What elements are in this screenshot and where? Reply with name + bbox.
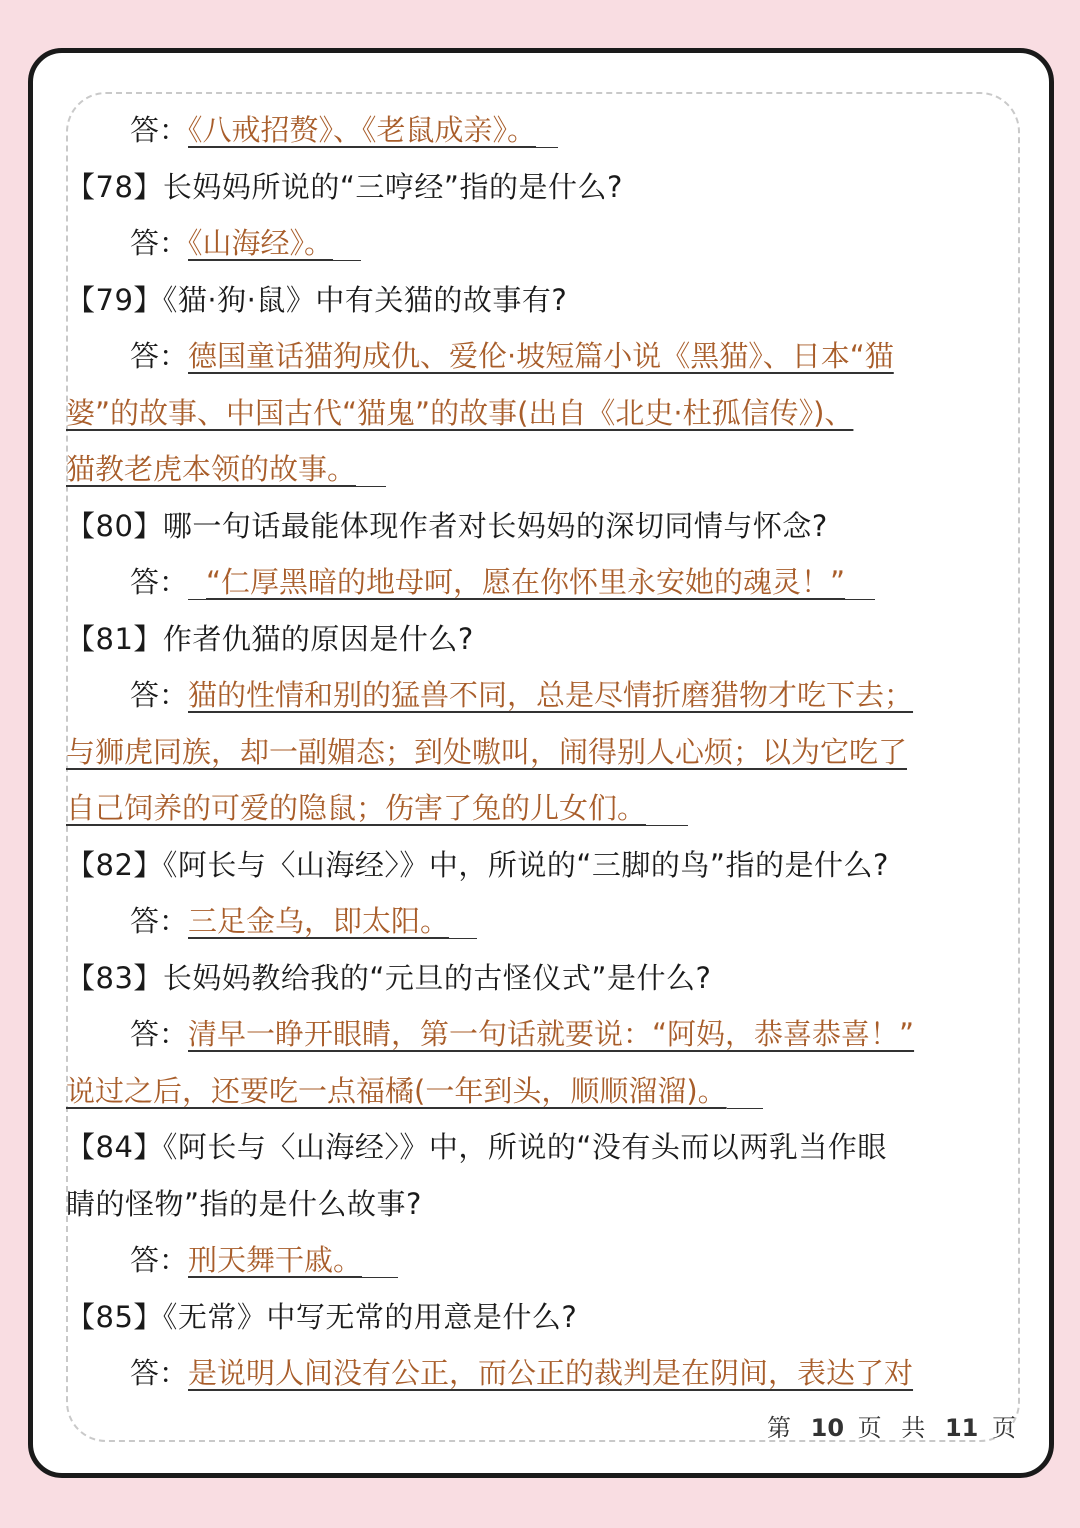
page-number-footer	[767, 1408, 1022, 1443]
answer-continuation	[66, 780, 1016, 837]
answer-text: 三足金乌，即太阳。	[188, 904, 450, 938]
answer-text: 猫的性情和别的猛兽不同，总是尽情折磨猎物才吃下去；	[188, 678, 914, 712]
answer-text: 与狮虎同族，却一副媚态；到处嗷叫，闹得别人心烦；以为它吃了	[66, 734, 908, 769]
question-80: 【80】哪一句话最能体现作者对长妈妈的深切同情与怀念?	[66, 508, 828, 543]
answer-prefix: 答：	[130, 904, 189, 938]
question-78: 【78】长妈妈所说的“三哼经”指的是什么?	[66, 169, 623, 204]
footer-mid: 页 共	[857, 1414, 932, 1442]
answer-line	[66, 667, 1016, 724]
footer-pre: 第	[766, 1414, 797, 1442]
answer-prefix: 答：	[130, 226, 189, 260]
answer-text: 说过之后，还要吃一点福橘(一年到头，顺顺溜溜)。	[66, 1073, 727, 1108]
answer-prefix: 答：	[130, 1017, 189, 1051]
footer-post: 页	[992, 1414, 1022, 1442]
question-79: 【79】《猫·狗·鼠》中有关猫的故事有?	[66, 282, 568, 317]
answer-line	[66, 102, 1016, 159]
answer-text: 《八戒招赘》、《老鼠成亲》。	[188, 113, 537, 147]
question-81: 【81】作者仇猫的原因是什么?	[66, 621, 474, 656]
answer-prefix: 答：	[130, 339, 189, 373]
answer-text: 清早一睁开眼睛，第一句话就要说：“阿妈，恭喜恭喜！”	[188, 1017, 915, 1051]
question-84-continuation: 睛的怪物”指的是什么故事?	[66, 1186, 422, 1221]
answer-line	[66, 1232, 1016, 1289]
answer-text: 刑天舞干戚。	[188, 1243, 363, 1277]
question-83: 【83】长妈妈教给我的“元旦的古怪仪式”是什么?	[66, 960, 712, 995]
answer-continuation	[66, 1063, 1016, 1120]
answer-line	[66, 1006, 1016, 1063]
question-82: 【82】《阿长与〈山海经〉》中，所说的“三脚的鸟”指的是什么?	[66, 847, 889, 882]
answer-line	[66, 328, 1016, 385]
question-85: 【85】《无常》中写无常的用意是什么?	[66, 1299, 578, 1334]
answer-continuation	[66, 441, 1016, 498]
answer-text: “仁厚黑暗的地母呵，愿在你怀里永安她的魂灵！”	[206, 565, 846, 599]
current-page: 10	[810, 1414, 845, 1442]
question-84: 【84】《阿长与〈山海经〉》中，所说的“没有头而以两乳当作眼	[66, 1130, 887, 1164]
answer-prefix: 答：	[130, 1243, 189, 1277]
qa-content	[66, 102, 1016, 1402]
answer-text: 《山海经》。	[188, 226, 334, 260]
answer-prefix: 答：	[130, 678, 189, 712]
answer-text: 德国童话猫狗成仇、爱伦·坡短篇小说《黑猫》、日本“猫	[188, 339, 894, 373]
answer-prefix: 答：	[130, 1356, 189, 1390]
answer-text: 婆”的故事、中国古代“猫鬼”的故事(出自《北史·杜孤信传》)、	[66, 395, 854, 430]
answer-line	[66, 215, 1016, 272]
answer-continuation	[66, 385, 1016, 442]
answer-continuation	[66, 724, 1016, 781]
answer-line	[66, 893, 1016, 950]
answer-text: 自己饲养的可爱的隐鼠；伤害了兔的儿女们。	[66, 791, 647, 825]
answer-text: 是说明人间没有公正，而公正的裁判是在阴间，表达了对	[188, 1356, 914, 1390]
answer-prefix: 答：	[130, 565, 189, 599]
total-pages: 11	[944, 1414, 979, 1442]
answer-text: 猫教老虎本领的故事。	[66, 452, 357, 486]
answer-prefix: 答：	[130, 113, 189, 147]
answer-line	[66, 554, 1016, 611]
answer-line	[66, 1345, 1016, 1402]
